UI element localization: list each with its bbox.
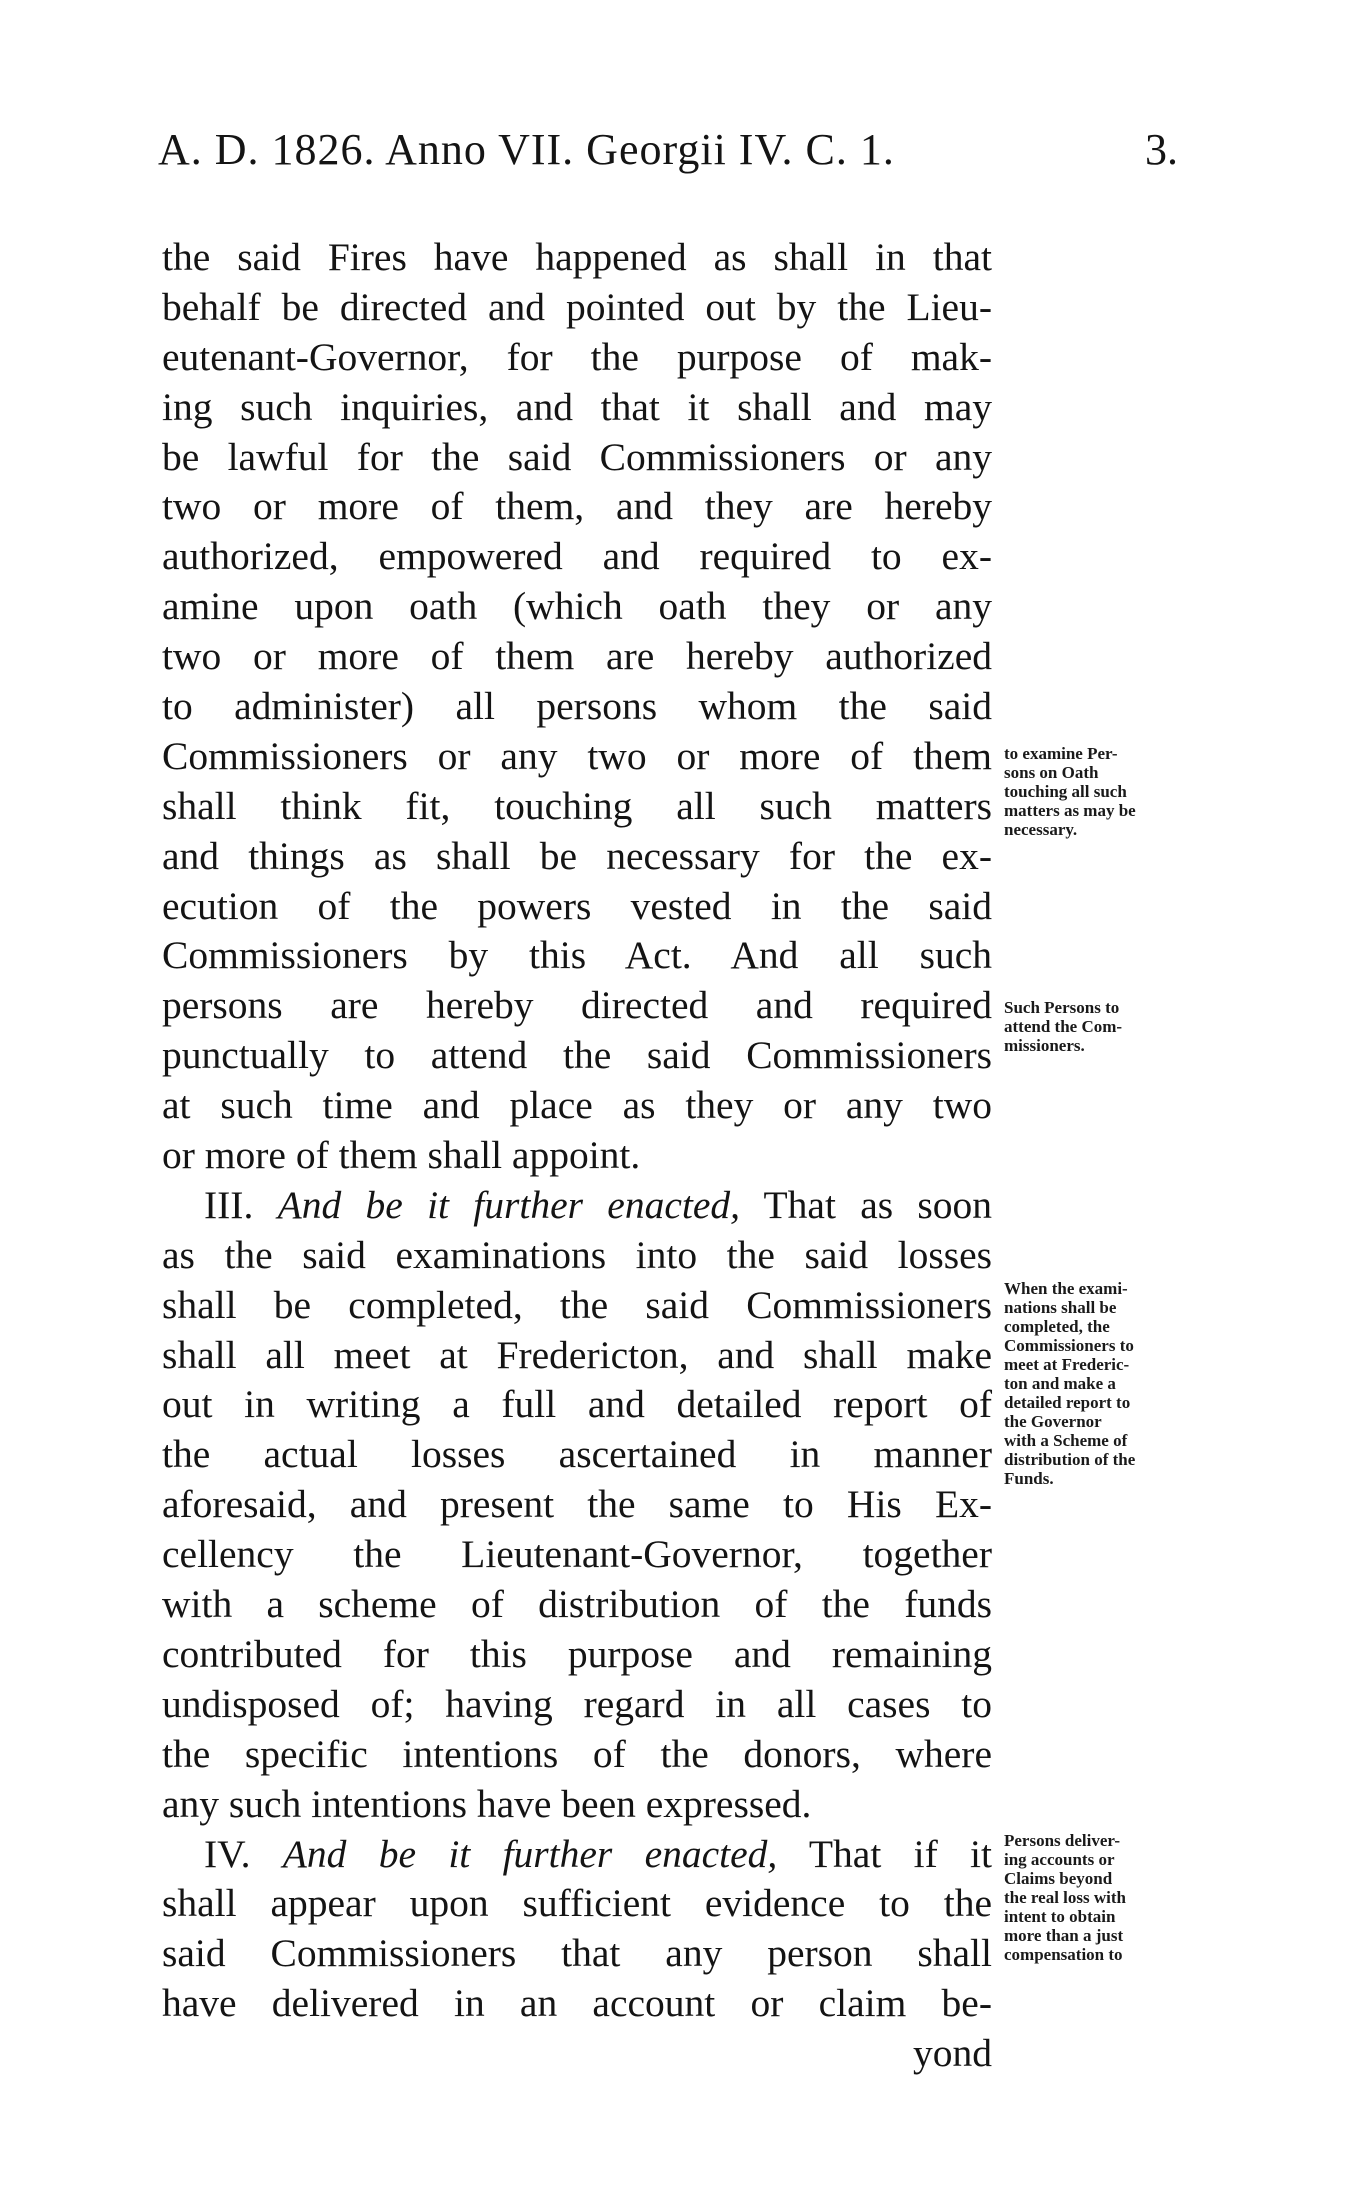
enacting-clause: And be it further enacted, [277, 1182, 740, 1227]
text-line: contributed for this purpose and remaining [162, 1631, 992, 1676]
margin-note-detailed-report [1004, 1279, 1204, 1488]
text-line: two or more of them, and they are hereby [162, 484, 992, 529]
text-line: or more of them shall appoint. [162, 1133, 641, 1178]
margin-note-line: ing accounts or [1004, 1850, 1115, 1869]
margin-note-line: Persons deliver- [1004, 1831, 1120, 1850]
margin-note-line: necessary. [1004, 820, 1078, 839]
text-line: the actual losses ascertained in manner [162, 1432, 992, 1477]
margin-note-line: the real loss with [1004, 1888, 1126, 1907]
page-header [158, 118, 1178, 182]
text-line: shall be completed, the said Commissioners [162, 1282, 992, 1327]
text-line: authorized, empowered and required to ex- [162, 534, 992, 579]
margin-note-line: sons on Oath [1004, 763, 1099, 782]
text-line: out in writing a full and detailed report of [162, 1382, 992, 1427]
text-line: said Commissioners that any person shall [162, 1931, 992, 1976]
catchword: yond [913, 2031, 992, 2076]
section-text: That as soon [763, 1182, 992, 1227]
text-line: Commissioners or any two or more of them [162, 733, 992, 778]
text-line: at such time and place as they or any two [162, 1083, 992, 1128]
text-line: persons are hereby directed and required [162, 983, 992, 1028]
section-heading-line [162, 1830, 992, 1880]
text-line: aforesaid, and present the same to His Ex- [162, 1482, 992, 1527]
margin-note-line: detailed report to [1004, 1393, 1131, 1412]
margin-note-line: to examine Per- [1004, 744, 1118, 763]
margin-note-examine-persons [1004, 744, 1204, 839]
text-line: shall think fit, touching all such matters [162, 783, 992, 828]
margin-note-line: meet at Frederic- [1004, 1355, 1130, 1374]
text-line: as the said examinations into the said losses [162, 1232, 992, 1277]
text-line: shall appear upon sufficient evidence to the [162, 1881, 992, 1926]
running-head: A. D. 1826. Anno VII. Georgii IV. C. 1. [158, 125, 895, 174]
margin-note-false-accounts [1004, 1831, 1204, 1964]
section-number: III. [204, 1182, 254, 1227]
margin-note-line: distribution of the [1004, 1450, 1136, 1469]
margin-note-line: compensation to [1004, 1945, 1123, 1964]
margin-note-line: intent to obtain [1004, 1907, 1116, 1926]
margin-note-line: missioners. [1004, 1036, 1085, 1055]
margin-note-line: with a Scheme of [1004, 1431, 1128, 1450]
margin-note-line: completed, the [1004, 1317, 1110, 1336]
text-line: with a scheme of distribution of the funds [162, 1582, 992, 1627]
text-line: to administer) all persons whom the said [162, 684, 992, 729]
text-line: undisposed of; having regard in all cases to [162, 1681, 992, 1726]
text-line: two or more of them are hereby authorized [162, 634, 992, 679]
text-line: amine upon oath (which oath they or any [162, 584, 992, 629]
body-text [162, 233, 992, 2079]
margin-note-line: the Governor [1004, 1412, 1102, 1431]
enacting-clause: And be it further enacted, [282, 1831, 778, 1876]
margin-note-line: Such Persons to [1004, 998, 1120, 1017]
section-text: That if it [808, 1831, 993, 1876]
text-line: have delivered in an account or claim be- [162, 1981, 992, 2026]
text-line: ing such inquiries, and that it shall and may [162, 384, 992, 429]
section-heading-line [162, 1181, 992, 1231]
text-line: be lawful for the said Commissioners or any [162, 434, 992, 479]
text-line: punctually to attend the said Commissioners [162, 1033, 992, 1078]
margin-note-line: touching all such [1004, 782, 1127, 801]
text-line: any such intentions have been expressed. [162, 1781, 812, 1826]
margin-note-line: nations shall be [1004, 1298, 1117, 1317]
margin-note-line: more than a just [1004, 1926, 1124, 1945]
text-line: shall all meet at Fredericton, and shall make [162, 1332, 992, 1377]
margin-note-line: When the exami- [1004, 1279, 1128, 1298]
text-line: behalf be directed and pointed out by the Lieu- [162, 284, 992, 329]
text-line: Commissioners by this Act. And all such [162, 933, 992, 978]
margin-note-attend-commissioners [1004, 998, 1204, 1055]
text-line: the said Fires have happened as shall in that [162, 235, 992, 279]
margin-note-line: Claims beyond [1004, 1869, 1113, 1888]
text-line: ecution of the powers vested in the said [162, 883, 992, 928]
margin-note-line: matters as may be [1004, 801, 1136, 820]
section-number: IV. [204, 1831, 251, 1876]
margin-note-line: ton and make a [1004, 1374, 1116, 1393]
page-number: 3. [1145, 125, 1178, 174]
text-line: cellency the Lieutenant-Governor, together [162, 1532, 992, 1577]
text-line: the specific intentions of the donors, where [162, 1731, 992, 1776]
text-line: and things as shall be necessary for the ex- [162, 833, 992, 878]
text-line: eutenant-Governor, for the purpose of mak- [162, 334, 992, 379]
margin-note-line: Commissioners to [1004, 1336, 1134, 1355]
margin-note-line: attend the Com- [1004, 1017, 1123, 1036]
margin-note-line: Funds. [1004, 1469, 1054, 1488]
